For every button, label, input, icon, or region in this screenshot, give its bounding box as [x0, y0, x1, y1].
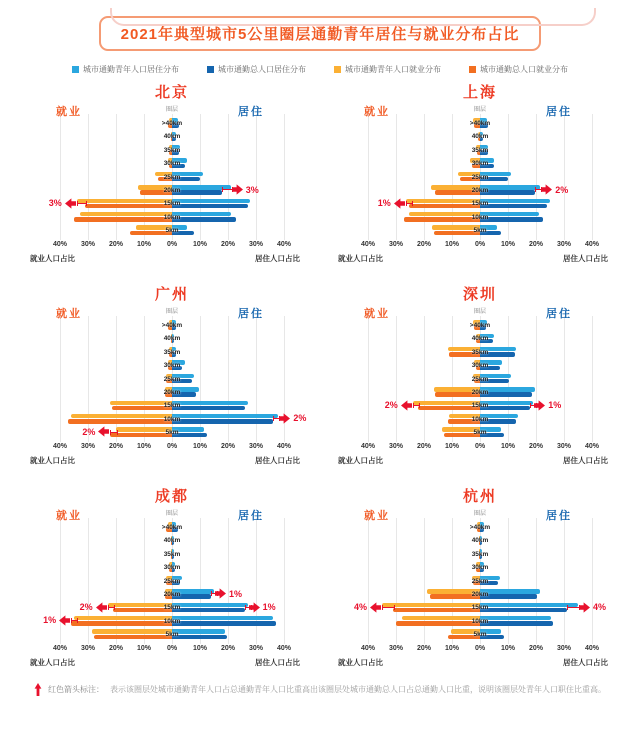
- ring-category-label: 10km: [163, 415, 181, 423]
- ring-category-label: 5km: [165, 631, 179, 639]
- ring-category-label: 15km: [163, 604, 181, 612]
- ring-category-label: 10km: [471, 213, 489, 221]
- residence-axis-caption: 居住人口占比: [255, 658, 300, 667]
- page-title: 2021年典型城市5公里圈层通勤青年居住与就业分布占比: [99, 16, 542, 51]
- axis-tick-label: 40%: [360, 645, 376, 652]
- ring-category-label: 35km: [471, 348, 489, 356]
- axis-tick-label: 20%: [416, 241, 432, 248]
- chart-plot: [22, 505, 322, 669]
- chart-title: 深圳: [462, 286, 497, 303]
- residence-axis-caption: 居住人口占比: [255, 456, 300, 465]
- footnote-text: 表示该圈层处城市通勤青年人口占总通勤青年人口比重高出该圈层处城市通勤总人口占总通勤人口比重，说明该圈层处青年人口职住比重高。: [110, 685, 606, 694]
- annotation-arrow-icon: [249, 602, 260, 613]
- residence-side-header: 居住: [546, 510, 572, 522]
- axis-tick-label: 30%: [556, 443, 572, 450]
- ring-category-label: 20km: [163, 187, 181, 194]
- gridline: [564, 518, 565, 644]
- axis-tick-label: 0%: [474, 443, 486, 450]
- gridline: [564, 316, 565, 442]
- axis-tick-label: 40%: [276, 645, 292, 652]
- employment-axis-caption: 就业人口占比: [30, 254, 75, 263]
- axis-tick-label: 30%: [80, 443, 96, 450]
- ring-category-label: 10km: [163, 617, 181, 625]
- ring-category-label: 35km: [471, 146, 489, 154]
- axis-tick-label: 30%: [80, 241, 96, 248]
- footnote: [34, 683, 640, 696]
- legend-label: 城市通勤青年人口居住分布: [83, 65, 179, 74]
- annotation-arrow-icon: [541, 184, 552, 195]
- annotation-value: 1%: [548, 399, 562, 410]
- ring-category-label: 35km: [163, 550, 181, 558]
- annotation-arrow-icon: [534, 400, 545, 411]
- legend-label: 城市通勤总人口居住分布: [218, 65, 306, 74]
- axis-tick-label: 10%: [500, 645, 516, 652]
- axis-tick-label: 40%: [276, 443, 292, 450]
- annotation-errorbar: [108, 605, 116, 610]
- gridline: [396, 114, 397, 240]
- annotation-errorbar: [382, 605, 395, 610]
- ring-category-label: 40km: [471, 335, 489, 343]
- axis-tick-label: 20%: [220, 443, 236, 450]
- employment-side-header: 就业: [56, 308, 82, 320]
- gridline: [256, 114, 257, 240]
- axis-tick-label: 40%: [52, 443, 68, 450]
- gridline: [424, 316, 425, 442]
- ring-category-label: 25km: [471, 173, 489, 181]
- axis-tick-label: 30%: [248, 443, 264, 450]
- legend-swatch-icon: [334, 66, 341, 73]
- axis-tick-label: 30%: [80, 645, 96, 652]
- legend-label: 城市通勤总人口就业分布: [480, 65, 568, 74]
- residence-side-header: 居住: [238, 106, 264, 118]
- employment-side-header: 就业: [364, 106, 390, 118]
- ring-axis-header: 圈层: [165, 309, 178, 315]
- axis-tick-label: 30%: [388, 241, 404, 248]
- annotation-value: 2%: [79, 601, 93, 612]
- annotation-value: 3%: [245, 184, 259, 195]
- axis-tick-label: 0%: [474, 645, 486, 652]
- employment-side-header: 就业: [56, 106, 82, 118]
- employment-axis-caption: 就业人口占比: [30, 456, 75, 465]
- axis-tick-label: 10%: [444, 645, 460, 652]
- axis-tick-label: 10%: [192, 443, 208, 450]
- axis-tick-label: 10%: [136, 645, 152, 652]
- ring-category-label: 5km: [473, 227, 487, 235]
- gridline: [368, 316, 369, 442]
- annotation-arrow-icon: [96, 602, 107, 613]
- axis-tick-label: 40%: [52, 241, 68, 248]
- axis-tick-label: 20%: [416, 443, 432, 450]
- annotation-value: 1%: [377, 197, 391, 208]
- annotation-value: 2%: [82, 426, 96, 437]
- ring-category-label: 25km: [163, 173, 181, 181]
- axis-tick-label: 20%: [220, 645, 236, 652]
- ring-category-label: >40km: [469, 322, 491, 329]
- ring-category-label: 15km: [471, 402, 489, 410]
- gridline: [396, 316, 397, 442]
- residence-side-header: 居住: [546, 308, 572, 320]
- city-chart-北京: [22, 81, 322, 267]
- ring-category-label: 30km: [163, 362, 181, 370]
- ring-category-label: 5km: [165, 227, 179, 235]
- chart-title: 成都: [154, 488, 189, 505]
- axis-tick-label: 0%: [166, 645, 178, 652]
- ring-category-label: 40km: [163, 335, 181, 343]
- ring-category-label: 40km: [471, 537, 489, 545]
- annotation-arrow-icon: [370, 602, 381, 613]
- legend-label: 城市通勤青年人口就业分布: [345, 65, 441, 74]
- axis-tick-label: 30%: [556, 645, 572, 652]
- legend-swatch-icon: [469, 66, 476, 73]
- residence-side-header: 居住: [238, 308, 264, 320]
- ring-category-label: 20km: [471, 591, 489, 598]
- gridline: [592, 518, 593, 644]
- ring-category-label: >40km: [161, 524, 183, 531]
- ring-category-label: 20km: [163, 591, 181, 598]
- gridline: [564, 114, 565, 240]
- axis-tick-label: 40%: [276, 241, 292, 248]
- annotation-arrow-icon: [279, 413, 290, 424]
- residence-side-header: 居住: [546, 106, 572, 118]
- residence-axis-caption: 居住人口占比: [255, 254, 300, 263]
- ring-category-label: 25km: [471, 375, 489, 383]
- chart-title: 杭州: [462, 488, 497, 505]
- annotation-errorbar: [406, 201, 413, 206]
- city-chart-广州: [22, 283, 322, 469]
- chart-plot: [330, 505, 630, 669]
- axis-tick-label: 0%: [166, 443, 178, 450]
- employment-side-header: 就业: [364, 308, 390, 320]
- axis-tick-label: 0%: [166, 241, 178, 248]
- axis-tick-label: 0%: [474, 241, 486, 248]
- ring-category-label: 35km: [163, 348, 181, 356]
- residence-axis-caption: 居住人口占比: [563, 254, 608, 263]
- legend-swatch-icon: [207, 66, 214, 73]
- ring-category-label: 30km: [471, 160, 489, 168]
- ring-category-label: 15km: [471, 604, 489, 612]
- employment-side-header: 就业: [364, 510, 390, 522]
- chart-plot: [330, 101, 630, 265]
- axis-tick-label: 20%: [528, 645, 544, 652]
- ring-category-label: 15km: [471, 200, 489, 208]
- annotation-errorbar: [77, 201, 87, 206]
- red-arrow-icon: [34, 683, 42, 696]
- ring-axis-header: 圈层: [473, 511, 486, 517]
- annotation-arrow-icon: [232, 184, 243, 195]
- ring-category-label: 25km: [471, 577, 489, 585]
- annotation-value: 1%: [43, 615, 57, 626]
- ring-axis-header: 圈层: [473, 107, 486, 113]
- residence-axis-caption: 居住人口占比: [563, 658, 608, 667]
- employment-axis-caption: 就业人口占比: [338, 658, 383, 667]
- legend-item: [72, 64, 179, 75]
- axis-tick-label: 40%: [584, 241, 600, 248]
- annotation-arrow-icon: [394, 198, 405, 209]
- gridline: [284, 114, 285, 240]
- axis-tick-label: 40%: [52, 645, 68, 652]
- ring-category-label: 35km: [163, 146, 181, 154]
- annotation-arrow-icon: [401, 400, 412, 411]
- city-chart-成都: [22, 485, 322, 671]
- axis-tick-label: 40%: [360, 241, 376, 248]
- employment-axis-caption: 就业人口占比: [338, 254, 383, 263]
- ring-category-label: 15km: [163, 402, 181, 410]
- ring-category-label: 30km: [163, 160, 181, 168]
- annotation-arrow-icon: [98, 426, 109, 437]
- axis-tick-label: 20%: [108, 645, 124, 652]
- top-card-edge: [110, 8, 596, 26]
- chart-plot: [330, 303, 630, 467]
- annotation-arrow-icon: [59, 615, 70, 626]
- gridline: [60, 114, 61, 240]
- ring-category-label: 30km: [163, 564, 181, 572]
- annotation-value: 3%: [48, 197, 62, 208]
- employment-axis-caption: 就业人口占比: [30, 658, 75, 667]
- axis-tick-label: 30%: [388, 645, 404, 652]
- ring-category-label: >40km: [161, 322, 183, 329]
- ring-category-label: 30km: [471, 564, 489, 572]
- ring-category-label: 25km: [163, 577, 181, 585]
- gridline: [592, 316, 593, 442]
- ring-category-label: 20km: [471, 187, 489, 194]
- chart-plot: [22, 303, 322, 467]
- axis-tick-label: 30%: [388, 443, 404, 450]
- residence-side-header: 居住: [238, 510, 264, 522]
- city-chart-上海: [330, 81, 630, 267]
- ring-category-label: 10km: [471, 415, 489, 423]
- employment-axis-caption: 就业人口占比: [338, 456, 383, 465]
- ring-category-label: 5km: [165, 429, 179, 437]
- ring-category-label: 40km: [471, 133, 489, 141]
- annotation-arrow-icon: [579, 602, 590, 613]
- annotation-errorbar: [567, 605, 580, 610]
- gridline: [284, 518, 285, 644]
- axis-tick-label: 20%: [416, 645, 432, 652]
- axis-tick-label: 20%: [108, 241, 124, 248]
- axis-tick-label: 10%: [444, 241, 460, 248]
- axis-tick-label: 40%: [360, 443, 376, 450]
- annotation-errorbar: [71, 618, 78, 623]
- chart-title: 北京: [154, 84, 189, 101]
- annotation-value: 4%: [353, 601, 367, 612]
- ring-category-label: 30km: [471, 362, 489, 370]
- ring-category-label: 20km: [163, 389, 181, 396]
- legend-swatch-icon: [72, 66, 79, 73]
- gridline: [592, 114, 593, 240]
- axis-tick-label: 20%: [220, 241, 236, 248]
- ring-category-label: 40km: [163, 537, 181, 545]
- axis-tick-label: 10%: [444, 443, 460, 450]
- axis-tick-label: 10%: [192, 645, 208, 652]
- annotation-value: 4%: [593, 601, 607, 612]
- annotation-value: 1%: [262, 601, 276, 612]
- residence-axis-caption: 居住人口占比: [563, 456, 608, 465]
- axis-tick-label: 20%: [108, 443, 124, 450]
- annotation-arrow-icon: [65, 198, 76, 209]
- axis-tick-label: 10%: [136, 443, 152, 450]
- annotation-errorbar: [110, 430, 118, 435]
- axis-tick-label: 20%: [528, 443, 544, 450]
- ring-category-label: 10km: [471, 617, 489, 625]
- legend-item: [469, 64, 568, 75]
- footnote-prefix: 红色箭头标注：: [48, 685, 104, 694]
- axis-tick-label: 10%: [500, 443, 516, 450]
- ring-category-label: 15km: [163, 200, 181, 208]
- annotation-arrow-icon: [215, 588, 226, 599]
- ring-axis-header: 圈层: [165, 511, 178, 517]
- chart-title: 广州: [154, 286, 189, 303]
- axis-tick-label: 10%: [136, 241, 152, 248]
- annotation-value: 2%: [555, 184, 569, 195]
- annotation-value: 2%: [384, 399, 398, 410]
- axis-tick-label: 20%: [528, 241, 544, 248]
- charts-grid: [22, 81, 628, 671]
- gridline: [60, 316, 61, 442]
- ring-category-label: 40km: [163, 133, 181, 141]
- ring-category-label: >40km: [469, 120, 491, 127]
- ring-category-label: >40km: [469, 524, 491, 531]
- employment-side-header: 就业: [56, 510, 82, 522]
- annotation-errorbar: [413, 403, 421, 408]
- axis-tick-label: 40%: [584, 443, 600, 450]
- axis-tick-label: 30%: [248, 645, 264, 652]
- legend-item: [334, 64, 441, 75]
- ring-category-label: 5km: [473, 429, 487, 437]
- ring-category-label: 20km: [471, 389, 489, 396]
- axis-tick-label: 10%: [500, 241, 516, 248]
- annotation-value: 2%: [293, 413, 307, 424]
- gridline: [536, 316, 537, 442]
- gridline: [368, 518, 369, 644]
- ring-axis-header: 圈层: [473, 309, 486, 315]
- ring-category-label: 5km: [473, 631, 487, 639]
- gridline: [368, 114, 369, 240]
- legend: [0, 64, 640, 75]
- chart-title: 上海: [462, 84, 497, 101]
- axis-tick-label: 40%: [584, 645, 600, 652]
- ring-category-label: >40km: [161, 120, 183, 127]
- annotation-value: 1%: [229, 588, 243, 599]
- axis-tick-label: 30%: [556, 241, 572, 248]
- axis-tick-label: 10%: [192, 241, 208, 248]
- legend-item: [207, 64, 306, 75]
- ring-category-label: 25km: [163, 375, 181, 383]
- city-chart-杭州: [330, 485, 630, 671]
- ring-category-label: 10km: [163, 213, 181, 221]
- city-chart-深圳: [330, 283, 630, 469]
- axis-tick-label: 30%: [248, 241, 264, 248]
- chart-plot: [22, 101, 322, 265]
- ring-category-label: 35km: [471, 550, 489, 558]
- ring-axis-header: 圈层: [165, 107, 178, 113]
